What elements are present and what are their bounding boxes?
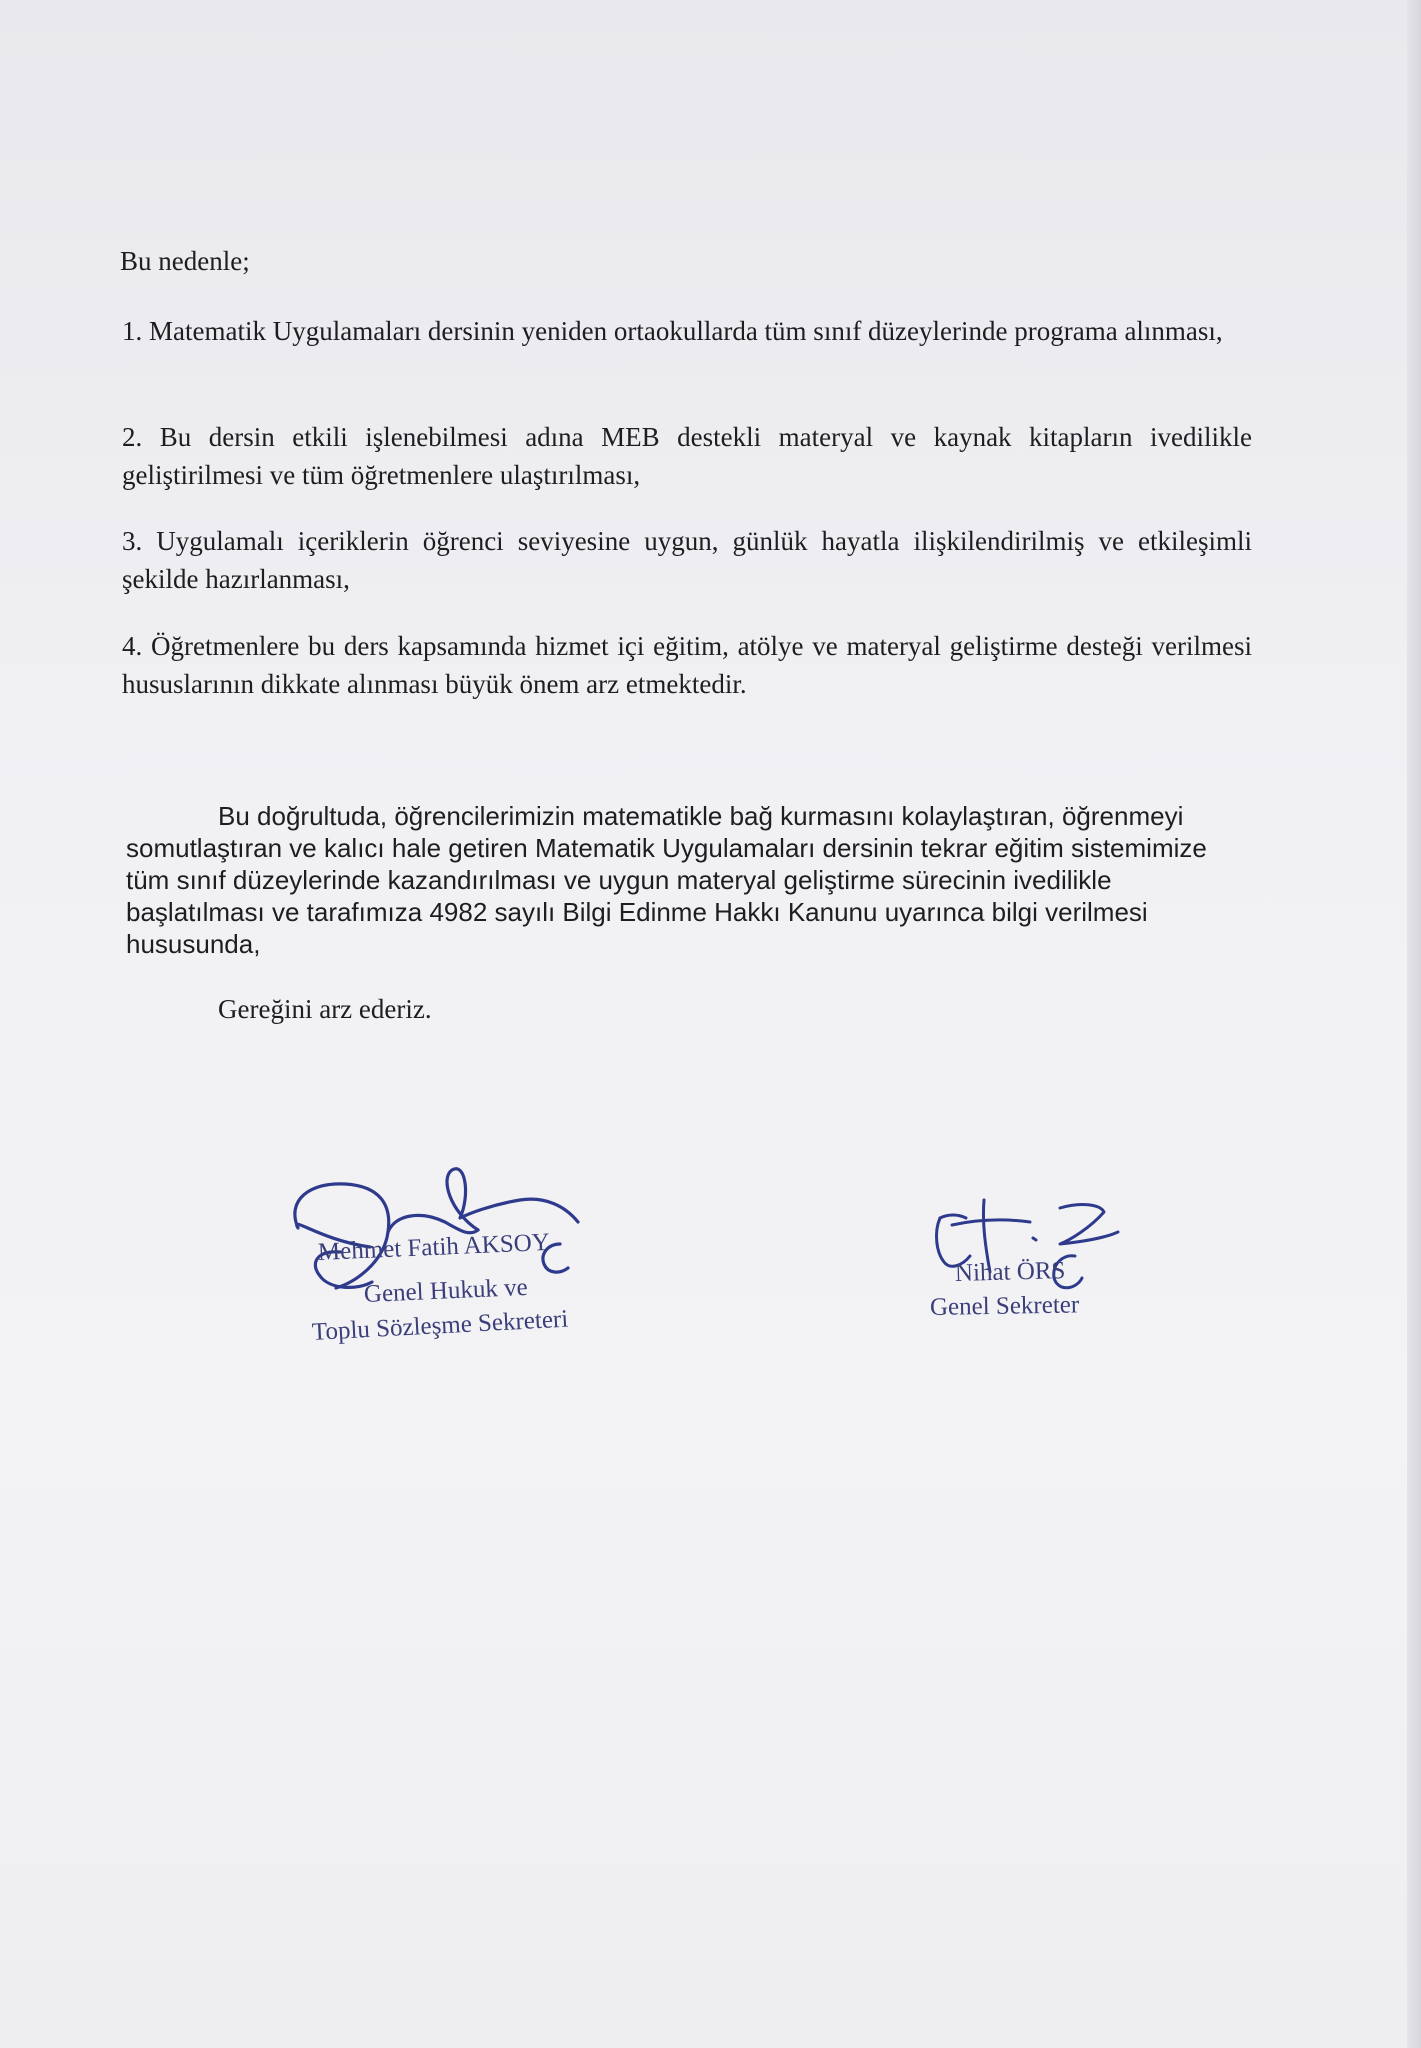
signatory-2-title: Genel Sekreter bbox=[929, 1291, 1080, 1321]
regards-line: Gereğini arz ederiz. bbox=[218, 994, 432, 1024]
page-edge bbox=[1407, 0, 1421, 2048]
signatory-1-name: Mehmet Fatih AKSOY bbox=[317, 1228, 551, 1266]
signatory-1-title-line1: Genel Hukuk ve bbox=[363, 1273, 529, 1308]
signatory-2-name: Nihat ÖRS bbox=[954, 1257, 1066, 1287]
list-item-3: 3. Uygulamalı içeriklerin öğrenci seviyesine uygun, günlük hayatla ilişkilendirilmiş ve etkileşimli şekilde hazırlanması, bbox=[122, 526, 1252, 594]
list-item-4: 4. Öğretmenlere bu ders kapsamında hizmet içi eğitim, atölye ve materyal geliştirme desteği verilmesi hususlarının dikkate alınması büyük önem arz etmektedir. bbox=[122, 631, 1252, 699]
closing-paragraph: Bu doğrultuda, öğrencilerimizin matematikle bağ kurmasını kolaylaştıran, öğrenmeyi somutlaştıran ve kalıcı hale getiren Matematik Uygulamaları dersinin tekrar eğitim sistemimize tüm sınıf düzeylerinde kazandırılması ve uygun materyal geliştirme sürecinin ivedilikle başlatılması ve tarafımıza 4982 sayılı Bilgi Edinme Hakkı Kanunu uyarınca bilgi verilmesi hususunda, bbox=[126, 801, 1207, 959]
list-item-1: 1. Matematik Uygulamaları dersinin yeniden ortaokullarda tüm sınıf düzeylerinde programa alınması, bbox=[122, 316, 1223, 346]
signatory-1-title-line2: Toplu Sözleşme Sekreteri bbox=[311, 1305, 569, 1346]
intro-line: Bu nedenle; bbox=[120, 246, 250, 276]
list-item-2: 2. Bu dersin etkili işlenebilmesi adına MEB destekli materyal ve kaynak kitapların ivedilikle geliştirilmesi ve tüm öğretmenlere ulaştırılması, bbox=[122, 422, 1252, 490]
